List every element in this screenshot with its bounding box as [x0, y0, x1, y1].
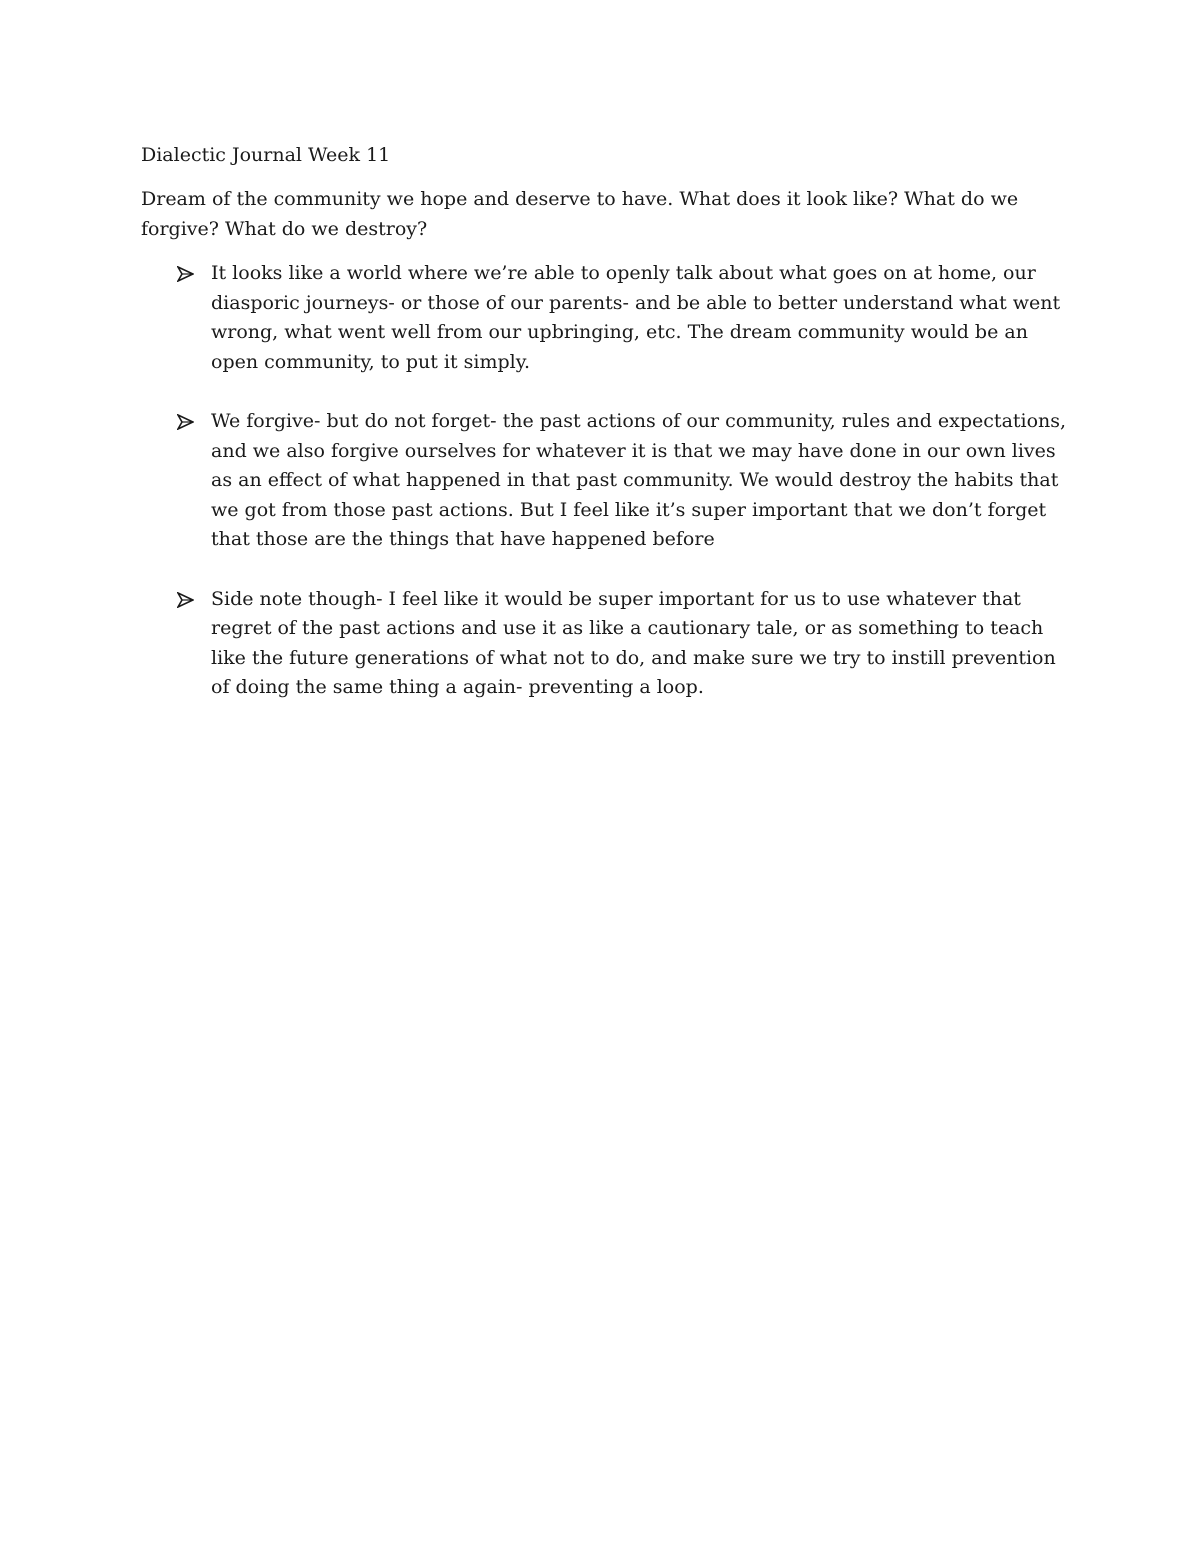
response-list: [141, 259, 1071, 733]
list-item-text: Side note though- I feel like it would be super important for us to use whatever that regret of the past actions and use it as like a cautionary tale, or as something to teach like the future generations of what not to do, and make sure we try to instill prevention of doing the same thing a again- preventing a loop.: [211, 587, 1056, 698]
list-item: [141, 407, 1071, 555]
arrowhead-bullet-icon: [177, 259, 197, 289]
arrowhead-bullet-icon: [177, 585, 197, 615]
journal-prompt: Dream of the community we hope and deserve to have. What does it look like? What do we forgive? What do we destroy?: [141, 188, 1019, 240]
list-item-text: It looks like a world where we’re able to openly talk about what goes on at home, our diasporic journeys- or those of our parents- and be able to better understand what went wrong, what went well from our upbringing, etc. The dream community would be an open community, to put it simply.: [211, 262, 1061, 373]
arrowhead-bullet-icon: [177, 407, 197, 437]
list-item: [141, 259, 1071, 377]
list-item: [141, 585, 1071, 703]
document-title: Dialectic Journal Week 11: [141, 144, 391, 166]
list-item-text: We forgive- but do not forget- the past actions of our community, rules and expectations, and we also forgive ourselves for whatever it is that we may have done in our own lives as an effect of what happened in that past community. We would destroy the habits that we got from those past actions. But I feel like it’s super important that we don’t forget that those are the things that have happened before: [211, 410, 1067, 550]
